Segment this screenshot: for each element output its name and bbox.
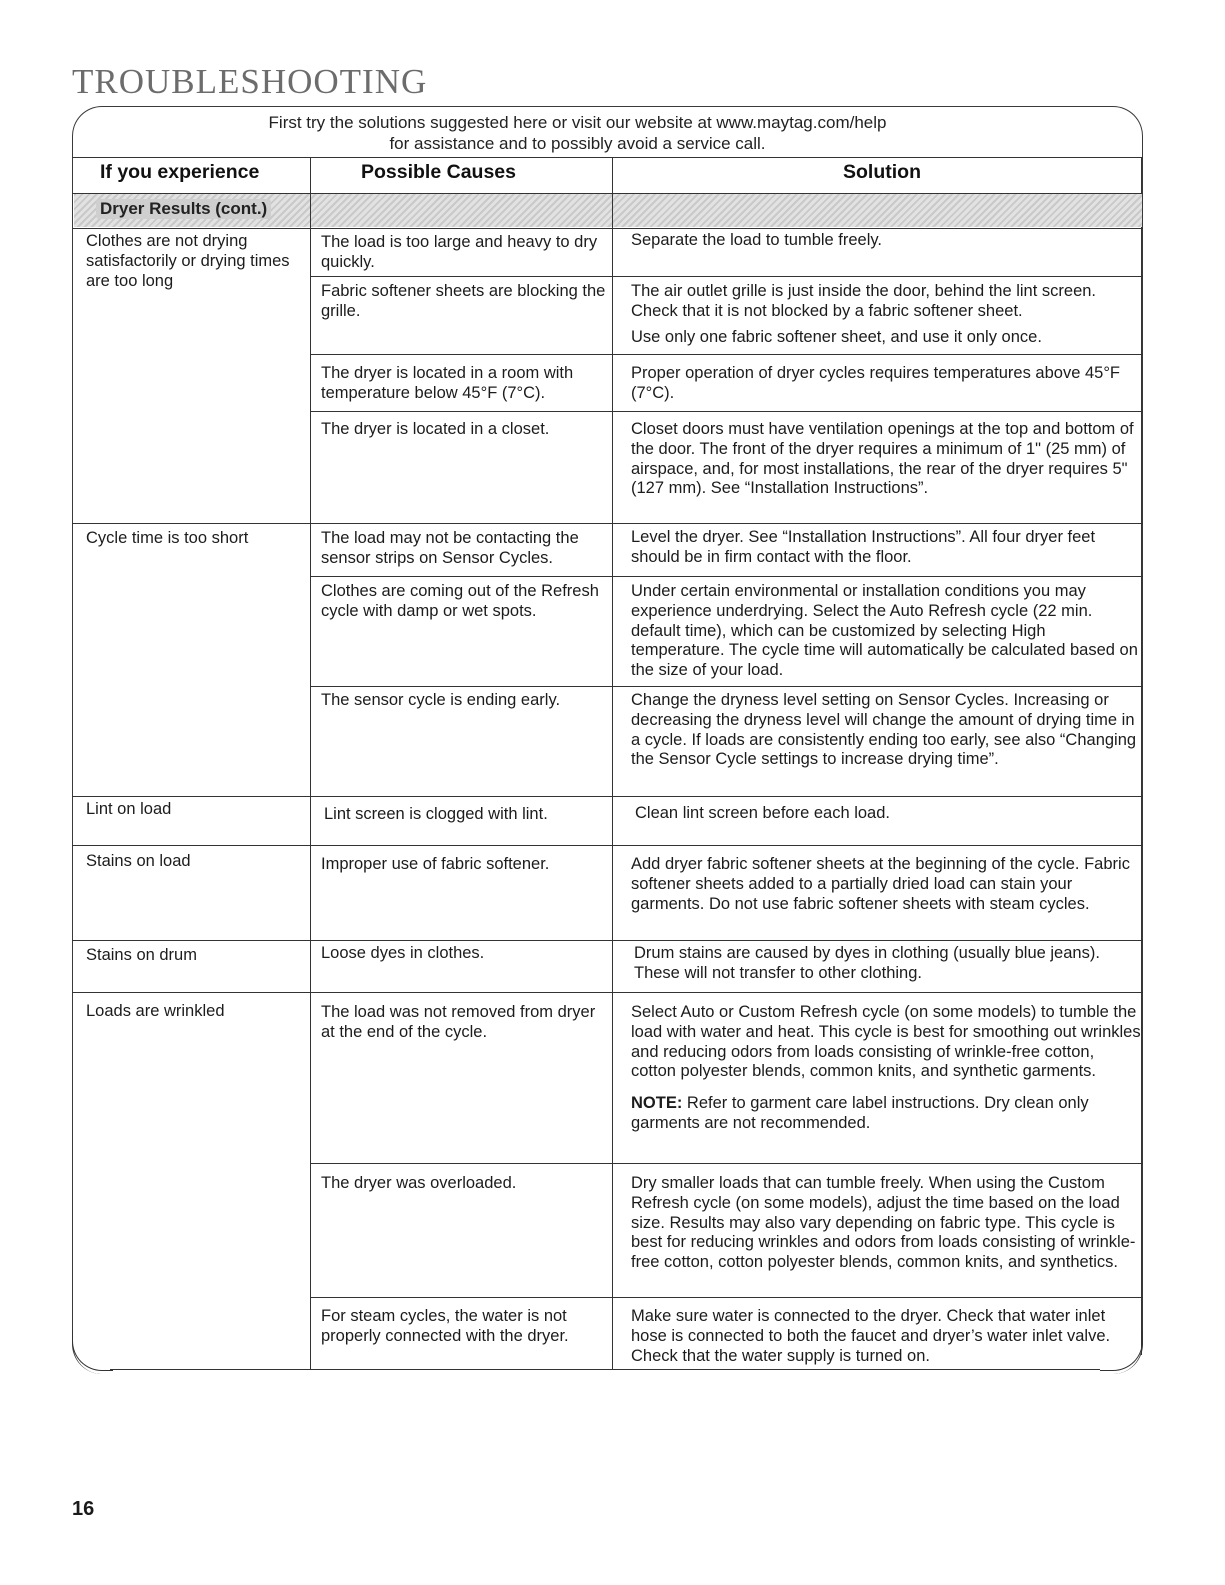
solution-cell: Separate the load to tumble freely. — [631, 231, 883, 249]
note-label: NOTE: — [631, 1094, 683, 1113]
page-title: TROUBLESHOOTING — [72, 62, 428, 101]
cause-cell: The dryer is located in a room with temperature below 45°F (7°C). — [321, 364, 574, 402]
experience-cell: Stains on drum — [86, 946, 197, 964]
row-rule — [72, 940, 1143, 941]
header-top-rule — [72, 157, 1143, 158]
cause-cell: The sensor cycle is ending early. — [321, 691, 561, 709]
column-header-solution: Solution — [843, 161, 921, 183]
frame-bottom-rule — [110, 1369, 1100, 1370]
experience-cell: Loads are wrinkled — [86, 1002, 225, 1020]
column-divider-2 — [612, 157, 613, 1370]
cause-cell: The load was not removed from dryer at the end of the cycle. — [321, 1003, 596, 1041]
row-rule — [310, 686, 1143, 687]
solution-cell: Drum stains are caused by dyes in clothing (usually blue jeans). These will not transfer to other clothing. — [634, 944, 1100, 982]
cause-cell: Clothes are coming out of the Refresh cycle with damp or wet spots. — [321, 582, 599, 620]
solution-cell: Proper operation of dryer cycles requires temperatures above 45°F (7°C). — [631, 364, 1121, 402]
solution-cell: Change the dryness level setting on Sensor Cycles. Increasing or decreasing the dryness level will change the amount of drying time in a cycle. If loads are consistently ending too early, see also “Changing the Sensor Cycle settings to increase drying time”. — [631, 691, 1137, 769]
row-rule — [72, 796, 1143, 797]
intro-line-1: First try the solutions suggested here or visit our website at www.maytag.com/help — [268, 113, 887, 132]
cause-cell: Lint screen is clogged with lint. — [324, 805, 548, 823]
row-rule — [72, 845, 1143, 846]
solution-cell: Under certain environmental or installation conditions you may experience underdrying. Select the Auto Refresh cycle (22 min. default time), which can be customized by selecting High temperature. The cycle time will automatically be calculated based on the size of your load. — [631, 582, 1138, 680]
intro-text — [72, 112, 1143, 154]
note-paragraph — [631, 1094, 1143, 1134]
experience-cell: Clothes are not drying satisfactorily or drying times are too long — [86, 232, 290, 290]
solution-cell: Add dryer fabric softener sheets at the beginning of the cycle. Fabric softener sheets added to a partially dried load can stain your garments. Do not use fabric softener sheets with steam cycles. — [631, 855, 1130, 913]
column-divider-3 — [1141, 157, 1142, 194]
frame-corner-bottom-left — [72, 1330, 113, 1371]
cause-cell: Fabric softener sheets are blocking the grille. — [321, 282, 606, 320]
column-header-causes: Possible Causes — [361, 161, 516, 183]
experience-cell: Stains on load — [86, 852, 191, 870]
row-rule — [72, 992, 1143, 993]
cause-cell: Loose dyes in clothes. — [321, 944, 485, 962]
solution-paragraph: Use only one fabric softener sheet, and use it only once. — [631, 327, 1042, 346]
solution-cell: Clean lint screen before each load. — [635, 804, 890, 822]
cause-cell: Improper use of fabric softener. — [321, 855, 550, 873]
solution-cell: Level the dryer. See “Installation Instructions”. All four dryer feet should be in firm contact with the floor. — [631, 528, 1096, 566]
solution-cell: Dry smaller loads that can tumble freely. When using the Custom Refresh cycle (on some models), adjust the time based on the load size. Results may also vary depending on fabric type. This cycle is best for reducing wrinkles and odors from loads consisting of wrinkle-free cotton, cotton polyester blends, common knits, and synthetics. — [631, 1174, 1136, 1272]
cause-cell: The dryer was overloaded. — [321, 1174, 517, 1192]
row-rule — [310, 411, 1143, 412]
solution-cell: Make sure water is connected to the dryer. Check that water inlet hose is connected to both the faucet and dryer’s water inlet valve. Check that the water supply is turned on. — [631, 1307, 1111, 1365]
column-divider-1 — [310, 157, 311, 1370]
column-header-experience: If you experience — [100, 161, 260, 183]
section-bar — [74, 194, 1142, 227]
row-rule — [310, 354, 1143, 355]
cause-cell: The dryer is located in a closet. — [321, 420, 550, 438]
row-rule — [72, 523, 1143, 524]
intro-line-2: for assistance and to possibly avoid a service call. — [389, 134, 766, 153]
cause-cell: The load is too large and heavy to dry quickly. — [321, 233, 598, 271]
solution-paragraph: Select Auto or Custom Refresh cycle (on some models) to tumble the load with water and heat. This cycle is best for smoothing out wrinkles and reducing odors from loads consisting of wrinkle-free cotton, cotton polyester blends, common knits, and synthetic garments. — [631, 1003, 1141, 1081]
cause-cell: For steam cycles, the water is not properly connected with the dryer. — [321, 1307, 569, 1345]
solution-cell — [631, 282, 1143, 353]
row-rule — [310, 1163, 1143, 1164]
solution-cell — [631, 1003, 1143, 1140]
row-rule — [310, 576, 1143, 577]
experience-cell: Lint on load — [86, 800, 172, 818]
note-text: Refer to garment care label instructions. Dry clean only garments are not recommended. — [631, 1094, 1089, 1132]
section-label: Dryer Results (cont.) — [96, 199, 271, 219]
row-rule — [310, 276, 1143, 277]
experience-cell: Cycle time is too short — [86, 529, 249, 547]
row-rule — [72, 228, 1143, 229]
page-number: 16 — [72, 1498, 95, 1520]
solution-cell: Closet doors must have ventilation openings at the top and bottom of the door. The front of the dryer requires a minimum of 1" (25 mm) of airspace, and, for most installations, the rear of the dryer requires 5" (127 mm). See “Installation Instructions”. — [631, 420, 1134, 498]
row-rule — [310, 1297, 1143, 1298]
cause-cell: The load may not be contacting the sensor strips on Sensor Cycles. — [321, 529, 579, 567]
solution-paragraph: The air outlet grille is just inside the door, behind the lint screen. Check that it is not blocked by a fabric softener sheet. — [631, 282, 1097, 320]
